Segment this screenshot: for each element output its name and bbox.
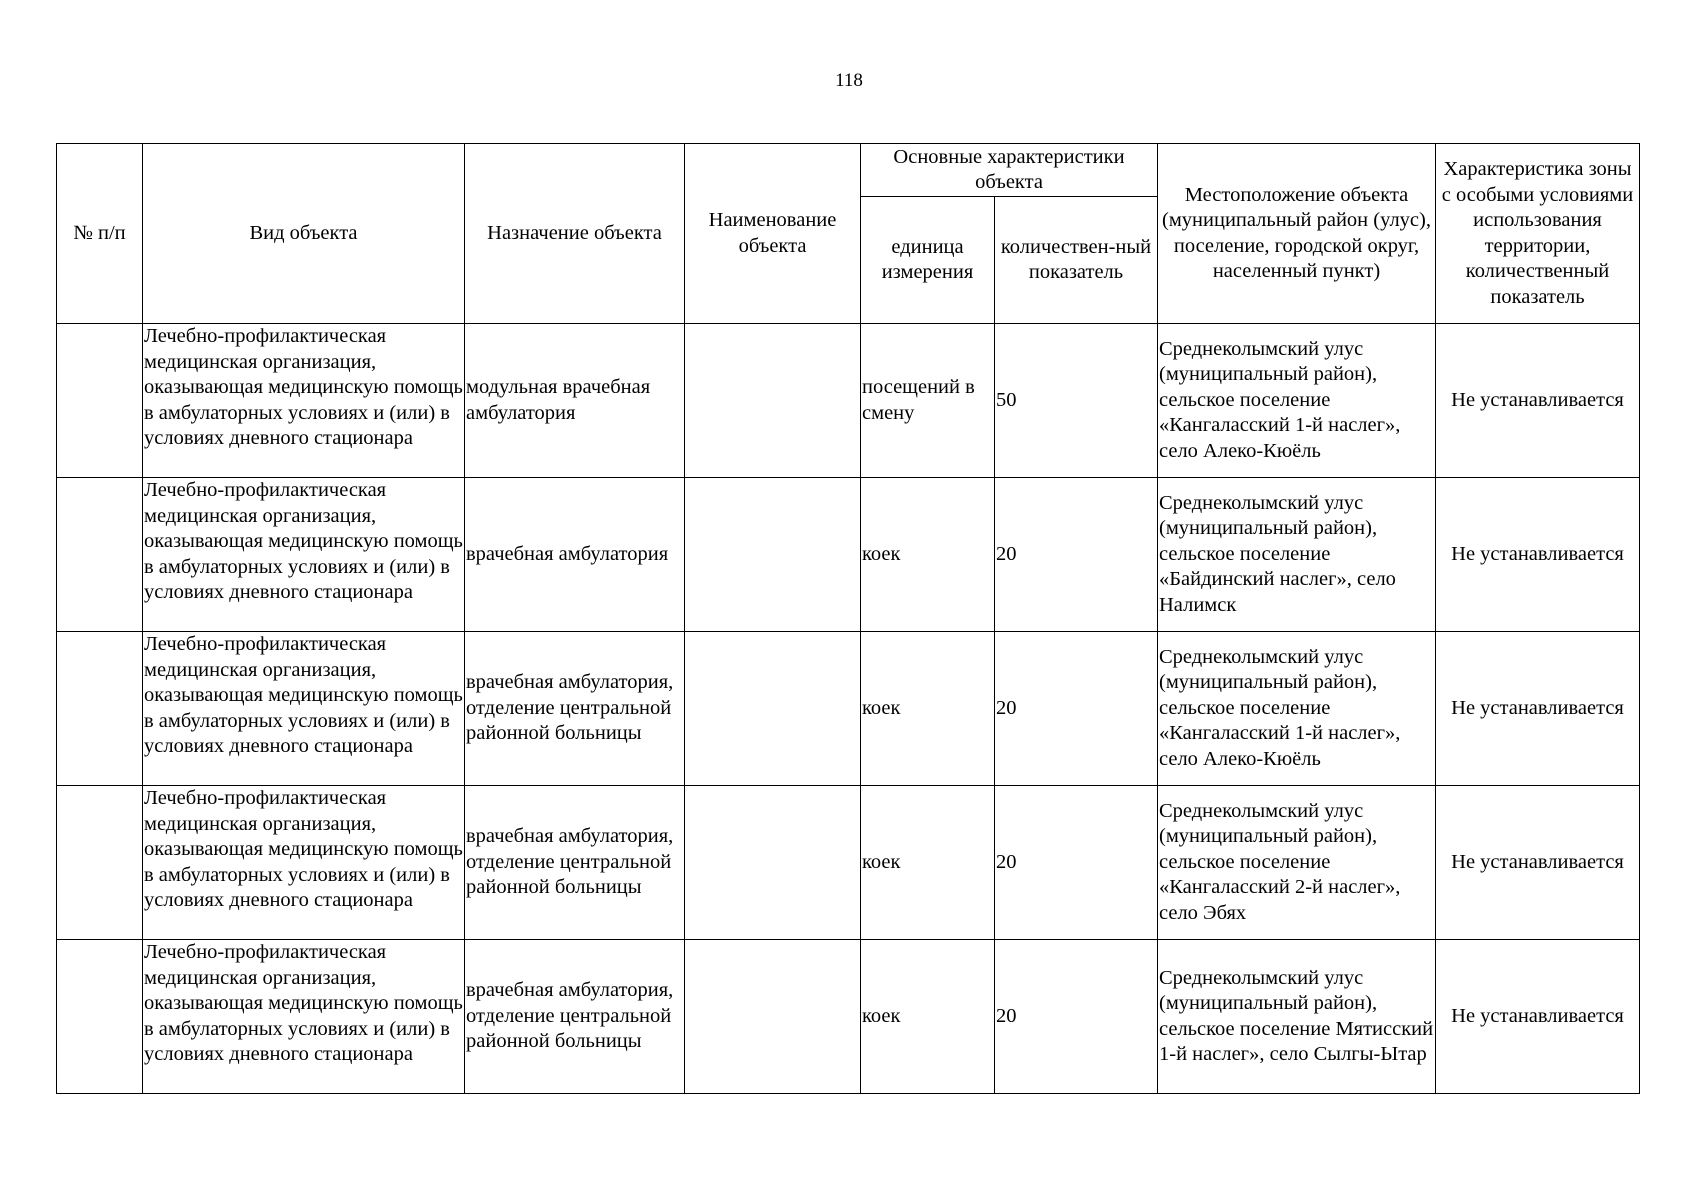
cell-purpose: врачебная амбулатория bbox=[465, 478, 685, 632]
header-zone: Характеристика зоны с особыми условиями использования территории, количественный показатель bbox=[1436, 144, 1640, 324]
cell-zone: Не устанавливается bbox=[1436, 786, 1640, 940]
cell-num bbox=[57, 478, 143, 632]
cell-unit: коек bbox=[861, 786, 995, 940]
table-row bbox=[57, 632, 1640, 786]
cell-name bbox=[685, 324, 861, 478]
cell-kind: Лечебно-профилактическая медицинская организация, оказывающая медицинскую помощь в амбулаторных условиях и (или) в условиях дневного стационара bbox=[143, 324, 465, 478]
cell-unit: коек bbox=[861, 478, 995, 632]
cell-location: Среднеколымский улус (муниципальный район), сельское поселение «Кангаласский 1-й наслег», село Алеко-Кюёль bbox=[1158, 632, 1436, 786]
cell-zone: Не устанавливается bbox=[1436, 940, 1640, 1094]
header-unit: единица измерения bbox=[861, 197, 995, 324]
cell-zone: Не устанавливается bbox=[1436, 632, 1640, 786]
cell-purpose: модульная врачебная амбулатория bbox=[465, 324, 685, 478]
header-purpose: Назначение объекта bbox=[465, 144, 685, 324]
cell-unit: коек bbox=[861, 632, 995, 786]
cell-zone: Не устанавливается bbox=[1436, 478, 1640, 632]
cell-quantity: 20 bbox=[995, 940, 1158, 1094]
cell-quantity: 20 bbox=[995, 632, 1158, 786]
cell-kind: Лечебно-профилактическая медицинская организация, оказывающая медицинскую помощь в амбулаторных условиях и (или) в условиях дневного стационара bbox=[143, 786, 465, 940]
cell-location: Среднеколымский улус (муниципальный район), сельское поселение «Байдинский наслег», село Налимск bbox=[1158, 478, 1436, 632]
header-quantity: количествен-ный показатель bbox=[995, 197, 1158, 324]
cell-location: Среднеколымский улус (муниципальный район), сельское поселение «Кангаласский 1-й наслег», село Алеко-Кюёль bbox=[1158, 324, 1436, 478]
cell-name bbox=[685, 632, 861, 786]
header-name: Наименование объекта bbox=[685, 144, 861, 324]
cell-name bbox=[685, 478, 861, 632]
header-num: № п/п bbox=[57, 144, 143, 324]
cell-purpose: врачебная амбулатория, отделение центральной районной больницы bbox=[465, 940, 685, 1094]
cell-quantity: 20 bbox=[995, 478, 1158, 632]
header-location: Местоположение объекта (муниципальный район (улус), поселение, городской округ, населенный пункт) bbox=[1158, 144, 1436, 324]
cell-kind: Лечебно-профилактическая медицинская организация, оказывающая медицинскую помощь в амбулаторных условиях и (или) в условиях дневного стационара bbox=[143, 940, 465, 1094]
cell-quantity: 50 bbox=[995, 324, 1158, 478]
cell-kind: Лечебно-профилактическая медицинская организация, оказывающая медицинскую помощь в амбулаторных условиях и (или) в условиях дневного стационара bbox=[143, 632, 465, 786]
page-number: 118 bbox=[835, 70, 863, 91]
header-characteristics: Основные характеристики объекта bbox=[861, 144, 1158, 197]
cell-num bbox=[57, 940, 143, 1094]
table-row bbox=[57, 786, 1640, 940]
cell-purpose: врачебная амбулатория, отделение центральной районной больницы bbox=[465, 632, 685, 786]
cell-quantity: 20 bbox=[995, 786, 1158, 940]
cell-name bbox=[685, 940, 861, 1094]
cell-zone: Не устанавливается bbox=[1436, 324, 1640, 478]
cell-location: Среднеколымский улус (муниципальный район), сельское поселение «Кангаласский 2-й наслег», село Эбях bbox=[1158, 786, 1436, 940]
cell-name bbox=[685, 786, 861, 940]
table-row bbox=[57, 324, 1640, 478]
table-row bbox=[57, 940, 1640, 1094]
header-kind: Вид объекта bbox=[143, 144, 465, 324]
cell-num bbox=[57, 786, 143, 940]
cell-unit: посещений в смену bbox=[861, 324, 995, 478]
cell-num bbox=[57, 632, 143, 786]
cell-kind: Лечебно-профилактическая медицинская организация, оказывающая медицинскую помощь в амбулаторных условиях и (или) в условиях дневного стационара bbox=[143, 478, 465, 632]
table-row bbox=[57, 478, 1640, 632]
cell-location: Среднеколымский улус (муниципальный район), сельское поселение Мятисский 1-й наслег», село Сылгы-Ытар bbox=[1158, 940, 1436, 1094]
cell-purpose: врачебная амбулатория, отделение центральной районной больницы bbox=[465, 786, 685, 940]
objects-table bbox=[56, 143, 1640, 1094]
cell-num bbox=[57, 324, 143, 478]
cell-unit: коек bbox=[861, 940, 995, 1094]
